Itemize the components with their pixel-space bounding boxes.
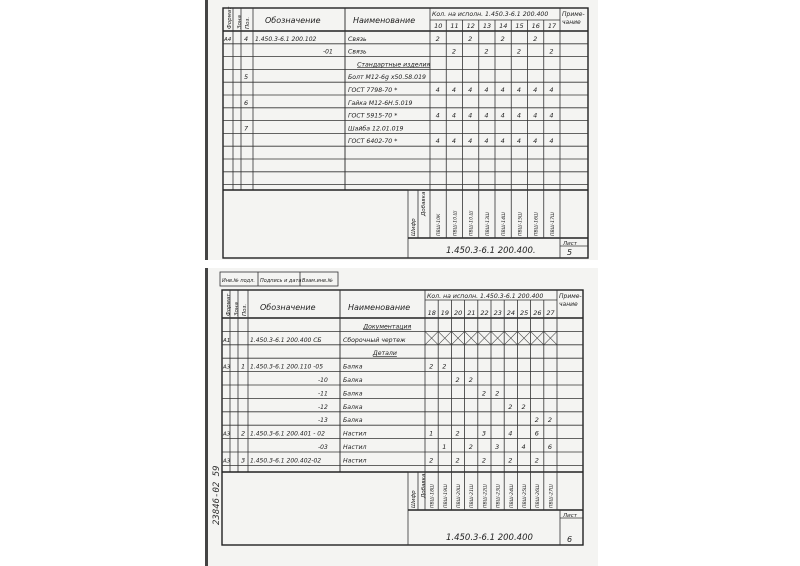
qty-column-number: 15 [515,22,524,30]
cell-qty: 4 [516,86,522,94]
header-qty-title: Кол. на исполн. 1.450.3-6.1 200.400 [427,293,544,300]
code-label: Шифр [411,490,417,508]
code-cell: ПВШ-15Ш [518,212,524,236]
cell-pos: 2 [241,429,246,438]
cell-qty: 2 [549,47,554,56]
cell-qty: 2 [534,416,539,425]
qty-column-number: 20 [454,309,463,317]
cell-name: Балка [343,403,363,411]
cell-pos: 1 [241,362,246,371]
document-code: 1.450.3-6.1 200.400 [446,533,533,543]
cell-name: Балка [343,390,363,398]
cell-qty: 4 [549,86,554,94]
cell-name: Стандартные изделия [357,61,431,69]
code-cell: ПВШ-20Ш [457,484,462,508]
cell-qty: 2 [455,429,460,438]
sheet-number: 6 [567,535,573,544]
cell-qty: 4 [516,111,522,120]
cell-designation: 1.450.3-6.1 200.110 -05 [250,363,324,371]
code-cell: ПВШ-10.Ш [469,210,475,236]
qty-column-number: 18 [427,309,436,317]
cell-name: Настил [343,457,367,465]
cell-qty: 2 [481,456,487,465]
qty-column-number: 23 [493,309,502,317]
code-cell: ПВШ-19Ш [443,484,449,508]
cell-designation: -12 [318,403,328,411]
cell-qty: 4 [435,86,440,94]
cell-name: Настил [343,430,367,438]
cell-qty: 6 [534,429,539,438]
cell-qty: 4 [451,86,457,94]
code-cell: ПВШ-24Ш [509,484,515,508]
cell-qty: 3 [495,443,500,451]
cell-qty: 4 [500,137,505,146]
cell-name: ГОСТ 5915-70 * [348,112,398,120]
side-stamp [212,455,226,525]
cell-qty: 2 [455,456,460,465]
header-name: Наименование [348,303,411,312]
cell-format: А1 [223,337,231,344]
side-number: 23846-02 59 [212,465,222,525]
cell-qty: 4 [549,137,554,146]
cell-qty: 2 [521,402,526,411]
code-cell: ПВШ-13Ш [485,212,491,236]
header-pos: Поз. [242,303,248,316]
cell-qty: 2 [468,443,473,451]
cell-qty: 4 [435,111,440,120]
code-cell: ПВШ-18Ш [430,484,436,508]
cell-qty: 4 [500,86,505,94]
code-cell: ПВШ-14Ш [502,212,508,236]
cell-qty: 4 [508,429,513,438]
cell-qty: 4 [533,111,538,120]
cell-qty: 4 [451,137,457,146]
code-cell: ПВШ-16Ш [534,212,540,236]
qty-column-number: 27 [546,309,555,317]
header-qty-title: Кол. на исполн. 1.450.3-6.1 200.400 [432,11,549,18]
cell-format: А3 [223,458,231,465]
addition-label: Добавка [421,473,427,498]
cell-qty: 2 [547,416,553,425]
header-zone: Зона [234,302,240,316]
cell-designation: 1.450.3-6.1 200.102 [255,35,317,43]
cell-qty: 2 [429,362,434,371]
code-cell: ПВШ-17Ш [550,212,556,236]
cell-name: Связь [348,48,367,56]
sheet-label: Лист [563,513,577,519]
cell-qty: 4 [549,111,554,120]
qty-column-number: 11 [450,22,459,30]
cell-qty: 2 [468,34,473,43]
cell-name: Связь [348,35,367,43]
header-name: Наименование [353,16,416,25]
cell-qty: 2 [534,456,539,465]
cell-qty: 6 [547,443,553,451]
qty-column-number: 19 [440,309,450,317]
cell-qty: 4 [516,137,522,146]
code-cell: ПВШ-21Ш [470,484,476,508]
cell-qty: 2 [508,402,513,411]
cell-name: ГОСТ 7798-70 * [348,87,398,94]
cell-pos: 3 [241,456,246,465]
header-note-2: чание [562,19,581,26]
cell-qty: 1 [429,429,434,438]
qty-column-number: 14 [499,22,508,30]
cell-designation: 1.450.3-6.1 200.401 - 02 [250,430,325,438]
cell-name: Балка [343,377,363,384]
header-designation: Обозначение [260,303,316,312]
qty-column-number: 24 [506,309,516,317]
code-cell: ПВШ-10К [437,213,443,236]
cell-qty: 2 [516,47,522,56]
qty-column-number: 26 [533,309,542,317]
cell-qty: 2 [495,389,500,398]
cell-qty: 1 [442,443,447,451]
cell-pos: 6 [244,98,249,107]
cell-qty: 2 [455,376,460,384]
cell-qty: 3 [481,429,487,438]
cell-designation: -10 [318,377,328,384]
sheet-label: Лист [563,241,577,247]
cell-qty: 2 [442,362,447,371]
header-designation: Обозначение [265,16,321,25]
header-format: Формат [227,6,233,29]
cell-qty: 2 [533,34,538,43]
header-zone: Зона [237,15,243,29]
qty-column-number: 13 [482,22,492,30]
code-cell: ПВШ-22Ш [483,484,489,508]
cell-qty: 2 [484,47,489,56]
stamp-replace-inv: Взам.инв.№ [302,278,333,284]
cell-qty: 4 [484,86,489,94]
cell-qty: 2 [451,47,457,56]
cell-qty: 4 [533,137,538,146]
document-code: 1.450.3-6.1 200.400. [446,246,536,256]
cell-name: Балка [343,417,363,425]
cell-designation: -03 [318,444,328,451]
cell-qty: 4 [468,137,473,146]
cell-qty: 4 [484,111,489,120]
code-cell: ПВШ-10.Ш [453,210,459,236]
cell-format: А3 [223,431,231,438]
header-pos: Поз. [245,16,251,29]
qty-column-number: 12 [466,22,475,30]
code-cell: ПВШ-27Ш [549,484,555,508]
qty-column-number: 21 [467,309,476,317]
cell-pos: 4 [244,34,249,43]
code-label: Шифр [411,218,417,236]
cell-qty: 4 [500,111,505,120]
cell-qty: 2 [468,376,473,384]
cell-qty: 4 [468,111,473,120]
cell-designation: -01 [323,48,333,56]
cell-designation: 1.450.3-6.1 200.402-02 [250,457,322,465]
cell-qty: 2 [429,456,434,465]
cell-qty: 2 [500,34,505,43]
code-cell: ПВШ-26Ш [536,484,542,508]
cell-qty: 4 [451,111,457,120]
cell-name: Балка [343,363,363,371]
cell-name: Детали [372,350,397,358]
header-note: Приме- [559,293,582,300]
cell-qty: 2 [435,34,440,43]
header-note-2: чание [559,301,578,308]
cell-name: Документация [363,323,412,331]
cell-name: Настил [343,444,367,451]
stamp-inv-no: Инв.№ подл. [222,278,255,284]
cell-qty: 4 [468,86,473,94]
cell-pos: 7 [244,124,249,133]
cell-designation: -11 [318,390,328,398]
cell-qty: 2 [481,389,487,398]
cell-pos: 5 [244,73,249,82]
cell-qty: 4 [533,86,538,94]
cell-qty: 2 [508,456,513,465]
qty-column-number: 10 [434,22,443,30]
cell-name: ГОСТ 6402-70 * [348,138,398,146]
cell-designation: -13 [318,417,328,425]
qty-column-number: 22 [480,309,489,317]
addition-label: Добавка [421,191,427,216]
sheet-number: 5 [567,248,573,257]
qty-column-number: 17 [547,22,557,30]
cell-qty: 4 [484,137,489,146]
cell-qty: 4 [521,443,526,451]
cell-name: Гайка М12-6Н.5.019 [348,99,413,107]
cell-format: А4 [224,36,232,43]
cell-format: А3 [223,364,231,371]
code-cell: ПВШ-23Ш [496,484,502,508]
stamp-signature: Подпись и дата [260,278,302,284]
code-cell: ПВШ-25Ш [523,484,528,508]
qty-column-number: 16 [531,22,540,30]
cell-name: Сборочный чертеж [343,336,406,344]
cell-qty: 4 [435,137,440,146]
header-format: Формат [226,293,232,316]
header-note: Приме- [562,11,585,18]
cell-name: Болт М12-6g x50.58.019 [348,74,426,82]
cell-designation: 1.450.3-6.1 200.400 СБ [250,336,322,344]
cell-name: Шайба 12.01.019 [348,125,404,133]
qty-column-number: 25 [520,309,529,317]
